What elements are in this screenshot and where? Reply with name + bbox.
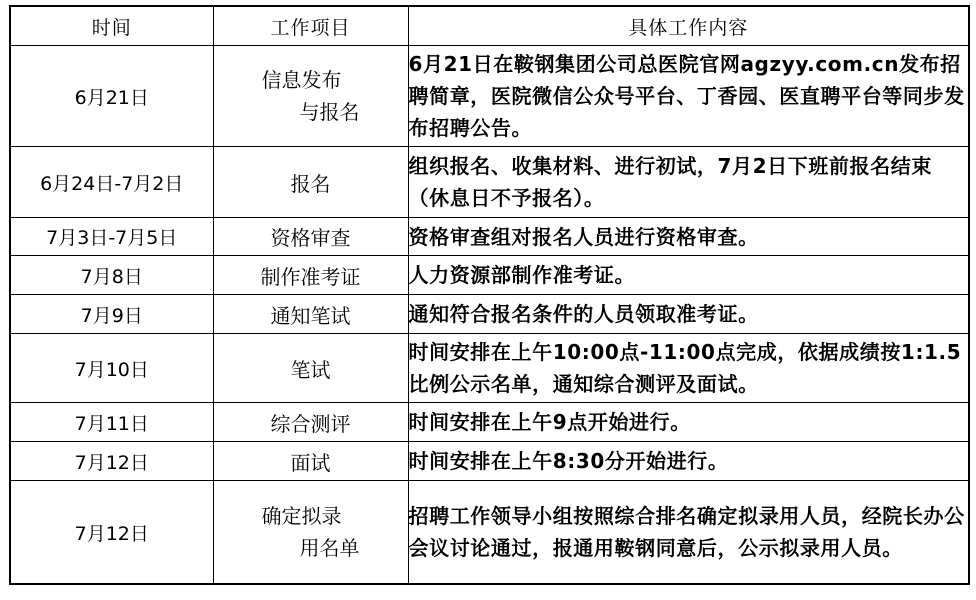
time-cell: 7月12日 [10, 442, 213, 481]
content-cell: 通知符合报名条件的人员领取准考证。 [408, 295, 969, 334]
time-cell: 6月24日-7月2日 [10, 147, 213, 218]
time-cell: 7月9日 [10, 295, 213, 334]
content-cell: 资格审查组对报名人员进行资格审查。 [408, 218, 969, 256]
item-cell: 通知笔试 [213, 295, 408, 334]
item-line-2: 用名单 [299, 536, 360, 560]
content-cell: 人力资源部制作准考证。 [408, 256, 969, 295]
table-header [10, 6, 969, 46]
table-row [10, 295, 969, 334]
table-row [10, 334, 969, 403]
recruitment-schedule-table [9, 5, 970, 585]
header-content: 具体工作内容 [408, 6, 969, 46]
table-row [10, 256, 969, 295]
header-time: 时间 [10, 6, 213, 46]
table-row [10, 46, 969, 147]
table-row [10, 403, 969, 442]
time-cell: 7月8日 [10, 256, 213, 295]
content-cell: 6月21日在鞍钢集团公司总医院官网agzyy.com.cn发布招聘简章，医院微信公众号平台、丁香园、医直聘平台等同步发布招聘公告。 [408, 46, 969, 147]
table-row [10, 218, 969, 256]
item-cell: 综合测评 [213, 403, 408, 442]
time-cell: 7月11日 [10, 403, 213, 442]
item-two-line [262, 500, 360, 564]
table-row [10, 147, 969, 218]
time-cell: 7月12日 [10, 481, 213, 585]
content-cell: 时间安排在上午10:00点-11:00点完成，依据成绩按1:1.5比例公示名单，通知综合测评及面试。 [408, 334, 969, 403]
item-line-2: 与报名 [299, 100, 360, 124]
item-cell: 制作准考证 [213, 256, 408, 295]
item-line-1: 确定拟录 [261, 504, 342, 528]
table-row [10, 481, 969, 585]
content-cell: 时间安排在上午9点开始进行。 [408, 403, 969, 442]
item-cell: 笔试 [213, 334, 408, 403]
time-cell: 7月10日 [10, 334, 213, 403]
time-cell: 7月3日-7月5日 [10, 218, 213, 256]
table-body [10, 46, 969, 585]
table-row [10, 442, 969, 481]
item-cell: 资格审查 [213, 218, 408, 256]
time-cell: 6月21日 [10, 46, 213, 147]
item-cell: 报名 [213, 147, 408, 218]
item-cell: 面试 [213, 442, 408, 481]
header-item: 工作项目 [213, 6, 408, 46]
content-cell: 招聘工作领导小组按照综合排名确定拟录用人员，经院长办公会议讨论通过，报通用鞍钢同意后，公示拟录用人员。 [408, 481, 969, 585]
item-cell [213, 46, 408, 147]
content-cell: 组织报名、收集材料、进行初试，7月2日下班前报名结束（休息日不予报名）。 [408, 147, 969, 218]
item-cell [213, 481, 408, 585]
item-line-1: 信息发布 [261, 68, 342, 92]
header-row [10, 6, 969, 46]
content-cell: 时间安排在上午8:30分开始进行。 [408, 442, 969, 481]
item-two-line [262, 64, 360, 128]
